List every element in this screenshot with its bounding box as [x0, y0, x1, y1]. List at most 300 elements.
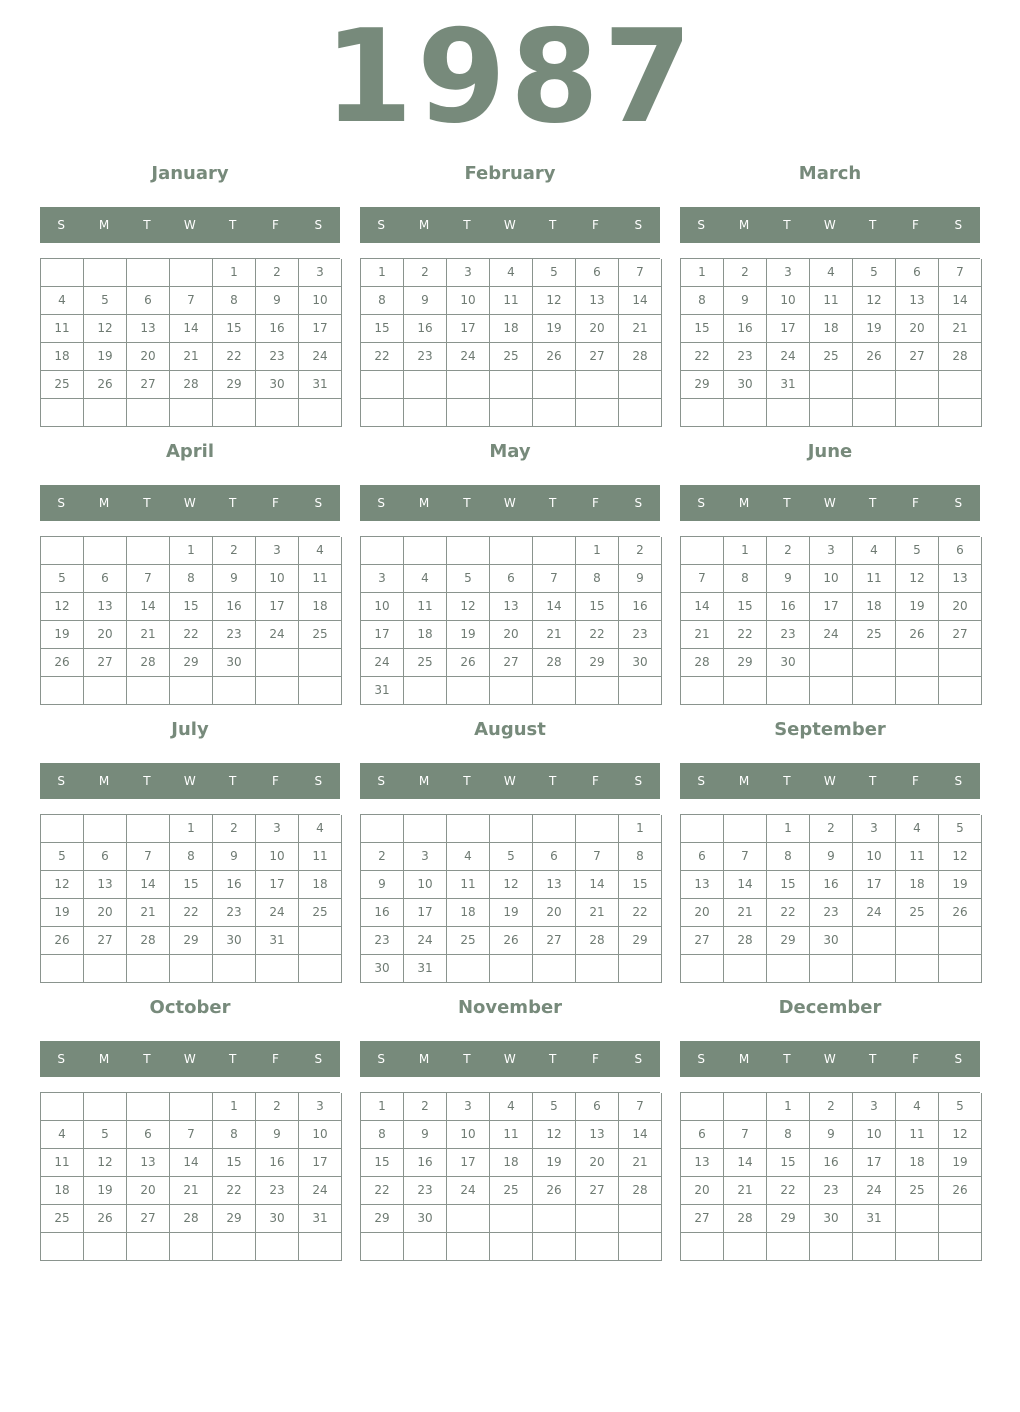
empty-day-cell [767, 1233, 810, 1261]
day-cell: 15 [213, 315, 256, 343]
day-cell: 20 [576, 315, 619, 343]
empty-day-cell [896, 677, 939, 705]
empty-day-cell [41, 537, 84, 565]
day-cell: 15 [767, 871, 810, 899]
day-cell: 10 [361, 593, 404, 621]
day-cell: 13 [533, 871, 576, 899]
day-cell: 18 [299, 593, 342, 621]
empty-day-cell [447, 815, 490, 843]
day-cell: 11 [896, 843, 939, 871]
empty-day-cell [84, 1093, 127, 1121]
day-cell: 13 [490, 593, 533, 621]
weekday-label: F [272, 218, 280, 232]
day-cell: 13 [127, 1149, 170, 1177]
empty-day-cell [361, 371, 404, 399]
day-cell: 29 [681, 371, 724, 399]
weekday-header [680, 485, 980, 521]
empty-day-cell [619, 955, 662, 983]
day-cell: 5 [533, 259, 576, 287]
empty-day-cell [576, 955, 619, 983]
day-cell: 10 [299, 287, 342, 315]
weekday-label: T [783, 218, 792, 232]
day-cell: 15 [767, 1149, 810, 1177]
day-cell: 20 [576, 1149, 619, 1177]
day-cell: 9 [256, 1121, 299, 1149]
day-cell: 6 [84, 565, 127, 593]
day-cell: 22 [213, 1177, 256, 1205]
empty-day-cell [810, 399, 853, 427]
empty-day-cell [681, 1233, 724, 1261]
weekday-label: M [418, 774, 430, 788]
day-cell: 13 [84, 871, 127, 899]
day-cell: 1 [361, 259, 404, 287]
weekday-label: T [228, 496, 237, 510]
empty-day-cell [896, 955, 939, 983]
day-cell: 25 [41, 1205, 84, 1233]
day-cell: 16 [404, 315, 447, 343]
month-name: November [457, 997, 563, 1018]
empty-day-cell [939, 399, 982, 427]
day-cell: 11 [853, 565, 896, 593]
day-cell: 19 [939, 871, 982, 899]
day-grid [40, 1092, 340, 1261]
day-cell: 14 [127, 593, 170, 621]
day-cell: 20 [533, 899, 576, 927]
weekday-label: S [57, 496, 66, 510]
weekday-header [680, 1041, 980, 1077]
empty-day-cell [127, 677, 170, 705]
day-cell: 26 [896, 621, 939, 649]
day-cell: 7 [724, 843, 767, 871]
day-cell: 15 [170, 871, 213, 899]
day-cell: 21 [576, 899, 619, 927]
day-cell: 21 [127, 899, 170, 927]
weekday-label: T [463, 774, 472, 788]
empty-day-cell [170, 1093, 213, 1121]
day-cell: 8 [213, 1121, 256, 1149]
day-cell: 4 [299, 815, 342, 843]
empty-day-cell [533, 399, 576, 427]
empty-day-cell [810, 1233, 853, 1261]
empty-day-cell [41, 399, 84, 427]
empty-day-cell [939, 649, 982, 677]
weekday-label: W [503, 496, 517, 510]
weekday-label: M [98, 496, 110, 510]
day-cell: 30 [213, 927, 256, 955]
weekday-label: T [868, 774, 877, 788]
empty-day-cell [41, 677, 84, 705]
day-cell: 22 [619, 899, 662, 927]
day-cell: 10 [810, 565, 853, 593]
day-cell: 26 [447, 649, 490, 677]
weekday-label: T [783, 496, 792, 510]
day-cell: 23 [361, 927, 404, 955]
empty-day-cell [724, 399, 767, 427]
weekday-label: F [272, 496, 280, 510]
day-cell: 3 [853, 815, 896, 843]
day-cell: 29 [767, 1205, 810, 1233]
day-cell: 21 [939, 315, 982, 343]
weekday-label: M [98, 218, 110, 232]
empty-day-cell [447, 955, 490, 983]
day-cell: 8 [361, 1121, 404, 1149]
empty-day-cell [127, 1233, 170, 1261]
empty-day-cell [896, 927, 939, 955]
day-cell: 12 [939, 1121, 982, 1149]
day-cell: 24 [256, 621, 299, 649]
weekday-label: S [314, 1052, 323, 1066]
day-cell: 7 [170, 1121, 213, 1149]
day-cell: 6 [681, 1121, 724, 1149]
empty-day-cell [447, 1205, 490, 1233]
empty-day-cell [127, 259, 170, 287]
day-cell: 30 [256, 1205, 299, 1233]
weekday-label: T [548, 496, 557, 510]
day-cell: 25 [299, 899, 342, 927]
day-cell: 17 [767, 315, 810, 343]
weekday-label: S [634, 218, 643, 232]
day-cell: 27 [681, 927, 724, 955]
empty-day-cell [810, 371, 853, 399]
day-cell: 12 [41, 871, 84, 899]
empty-day-cell [724, 815, 767, 843]
day-cell: 7 [681, 565, 724, 593]
day-cell: 8 [213, 287, 256, 315]
day-cell: 5 [41, 565, 84, 593]
day-cell: 16 [767, 593, 810, 621]
day-cell: 10 [404, 871, 447, 899]
day-cell: 20 [490, 621, 533, 649]
weekday-label: T [783, 774, 792, 788]
empty-day-cell [724, 955, 767, 983]
day-cell: 9 [404, 1121, 447, 1149]
empty-day-cell [896, 1233, 939, 1261]
weekday-label: S [377, 774, 386, 788]
day-cell: 8 [619, 843, 662, 871]
day-cell: 30 [213, 649, 256, 677]
day-cell: 4 [810, 259, 853, 287]
day-cell: 5 [447, 565, 490, 593]
day-cell: 2 [810, 1093, 853, 1121]
day-grid [360, 258, 660, 427]
weekday-label: W [823, 1052, 837, 1066]
weekday-header [680, 763, 980, 799]
month-name: February [464, 163, 556, 184]
empty-day-cell [404, 537, 447, 565]
day-cell: 10 [767, 287, 810, 315]
day-cell: 27 [681, 1205, 724, 1233]
day-cell: 2 [404, 1093, 447, 1121]
day-cell: 25 [299, 621, 342, 649]
day-cell: 23 [767, 621, 810, 649]
empty-day-cell [404, 677, 447, 705]
day-cell: 4 [896, 815, 939, 843]
weekday-label: M [418, 1052, 430, 1066]
day-cell: 2 [361, 843, 404, 871]
day-cell: 15 [619, 871, 662, 899]
day-cell: 12 [533, 1121, 576, 1149]
day-grid [680, 814, 980, 983]
day-cell: 16 [810, 871, 853, 899]
day-cell: 30 [810, 927, 853, 955]
day-cell: 31 [299, 371, 342, 399]
weekday-header [40, 207, 340, 243]
empty-day-cell [84, 399, 127, 427]
empty-day-cell [939, 1233, 982, 1261]
day-cell: 18 [896, 1149, 939, 1177]
day-cell: 22 [681, 343, 724, 371]
weekday-label: S [314, 218, 323, 232]
day-cell: 13 [939, 565, 982, 593]
day-cell: 17 [447, 1149, 490, 1177]
day-cell: 24 [853, 899, 896, 927]
day-cell: 28 [724, 927, 767, 955]
empty-day-cell [256, 399, 299, 427]
day-cell: 22 [170, 899, 213, 927]
empty-day-cell [84, 955, 127, 983]
day-cell: 12 [939, 843, 982, 871]
weekday-label: S [377, 496, 386, 510]
day-cell: 11 [896, 1121, 939, 1149]
day-cell: 31 [299, 1205, 342, 1233]
day-cell: 17 [810, 593, 853, 621]
day-cell: 16 [724, 315, 767, 343]
day-cell: 27 [490, 649, 533, 677]
day-cell: 15 [361, 1149, 404, 1177]
day-cell: 5 [84, 287, 127, 315]
day-cell: 31 [767, 371, 810, 399]
day-cell: 28 [681, 649, 724, 677]
day-cell: 28 [724, 1205, 767, 1233]
empty-day-cell [299, 927, 342, 955]
empty-day-cell [853, 955, 896, 983]
empty-day-cell [533, 1205, 576, 1233]
day-cell: 24 [299, 343, 342, 371]
empty-day-cell [619, 371, 662, 399]
day-cell: 21 [619, 1149, 662, 1177]
empty-day-cell [853, 927, 896, 955]
day-cell: 1 [170, 815, 213, 843]
empty-day-cell [41, 815, 84, 843]
day-cell: 22 [767, 1177, 810, 1205]
day-cell: 31 [256, 927, 299, 955]
day-cell: 1 [767, 815, 810, 843]
empty-day-cell [299, 649, 342, 677]
day-cell: 26 [533, 343, 576, 371]
weekday-label: T [868, 496, 877, 510]
day-cell: 26 [84, 1205, 127, 1233]
day-grid [360, 536, 660, 705]
day-cell: 23 [724, 343, 767, 371]
day-cell: 4 [404, 565, 447, 593]
empty-day-cell [681, 955, 724, 983]
day-cell: 12 [533, 287, 576, 315]
day-cell: 6 [896, 259, 939, 287]
day-cell: 28 [170, 1205, 213, 1233]
day-cell: 11 [490, 1121, 533, 1149]
day-cell: 14 [170, 1149, 213, 1177]
month-name: October [149, 997, 231, 1018]
day-cell: 13 [681, 1149, 724, 1177]
empty-day-cell [256, 955, 299, 983]
day-cell: 5 [84, 1121, 127, 1149]
empty-day-cell [361, 537, 404, 565]
empty-day-cell [127, 399, 170, 427]
weekday-header [680, 207, 980, 243]
weekday-label: S [314, 496, 323, 510]
day-grid [360, 814, 660, 983]
weekday-label: T [548, 1052, 557, 1066]
day-cell: 1 [681, 259, 724, 287]
empty-day-cell [447, 371, 490, 399]
day-cell: 21 [724, 899, 767, 927]
weekday-label: T [228, 1052, 237, 1066]
weekday-label: S [57, 218, 66, 232]
day-cell: 14 [724, 1149, 767, 1177]
day-cell: 14 [619, 287, 662, 315]
month-name: June [807, 441, 853, 462]
empty-day-cell [404, 1233, 447, 1261]
day-cell: 26 [853, 343, 896, 371]
day-cell: 19 [84, 1177, 127, 1205]
day-cell: 27 [576, 343, 619, 371]
empty-day-cell [447, 1233, 490, 1261]
day-cell: 25 [490, 343, 533, 371]
empty-day-cell [767, 677, 810, 705]
day-cell: 18 [810, 315, 853, 343]
empty-day-cell [256, 649, 299, 677]
weekday-label: F [592, 774, 600, 788]
weekday-label: S [697, 1052, 706, 1066]
day-cell: 9 [619, 565, 662, 593]
weekday-label: W [503, 1052, 517, 1066]
day-cell: 19 [533, 1149, 576, 1177]
weekday-label: T [548, 218, 557, 232]
day-cell: 24 [447, 343, 490, 371]
day-grid [40, 536, 340, 705]
empty-day-cell [490, 677, 533, 705]
day-cell: 15 [361, 315, 404, 343]
empty-day-cell [681, 1093, 724, 1121]
day-cell: 30 [256, 371, 299, 399]
day-cell: 21 [170, 343, 213, 371]
day-cell: 14 [127, 871, 170, 899]
day-cell: 24 [810, 621, 853, 649]
empty-day-cell [576, 815, 619, 843]
month-name: March [798, 163, 862, 184]
day-cell: 19 [896, 593, 939, 621]
day-cell: 11 [810, 287, 853, 315]
day-cell: 13 [84, 593, 127, 621]
day-cell: 6 [681, 843, 724, 871]
day-cell: 14 [681, 593, 724, 621]
empty-day-cell [213, 955, 256, 983]
empty-day-cell [41, 1093, 84, 1121]
day-cell: 19 [853, 315, 896, 343]
empty-day-cell [299, 399, 342, 427]
weekday-label: T [548, 774, 557, 788]
day-cell: 25 [41, 371, 84, 399]
day-cell: 7 [619, 259, 662, 287]
empty-day-cell [490, 1233, 533, 1261]
day-cell: 3 [299, 1093, 342, 1121]
empty-day-cell [681, 677, 724, 705]
empty-day-cell [447, 399, 490, 427]
weekday-label: S [954, 1052, 963, 1066]
day-cell: 24 [447, 1177, 490, 1205]
day-cell: 15 [213, 1149, 256, 1177]
weekday-label: F [272, 1052, 280, 1066]
day-cell: 2 [404, 259, 447, 287]
empty-day-cell [84, 1233, 127, 1261]
weekday-label: S [634, 496, 643, 510]
day-cell: 21 [681, 621, 724, 649]
day-cell: 6 [533, 843, 576, 871]
day-cell: 13 [896, 287, 939, 315]
day-cell: 30 [361, 955, 404, 983]
day-cell: 21 [619, 315, 662, 343]
day-cell: 8 [681, 287, 724, 315]
day-cell: 12 [490, 871, 533, 899]
day-cell: 18 [299, 871, 342, 899]
day-cell: 28 [939, 343, 982, 371]
day-cell: 9 [404, 287, 447, 315]
day-cell: 16 [619, 593, 662, 621]
empty-day-cell [170, 259, 213, 287]
day-cell: 1 [724, 537, 767, 565]
day-cell: 10 [853, 843, 896, 871]
day-cell: 8 [767, 843, 810, 871]
weekday-label: T [228, 218, 237, 232]
empty-day-cell [84, 537, 127, 565]
day-cell: 27 [939, 621, 982, 649]
day-cell: 7 [724, 1121, 767, 1149]
empty-day-cell [299, 1233, 342, 1261]
day-cell: 19 [447, 621, 490, 649]
weekday-label: S [57, 1052, 66, 1066]
empty-day-cell [939, 371, 982, 399]
weekday-label: W [823, 774, 837, 788]
empty-day-cell [127, 815, 170, 843]
day-cell: 28 [576, 927, 619, 955]
day-cell: 18 [490, 1149, 533, 1177]
day-cell: 1 [619, 815, 662, 843]
empty-day-cell [127, 955, 170, 983]
empty-day-cell [576, 399, 619, 427]
weekday-label: W [183, 1052, 197, 1066]
weekday-label: W [183, 496, 197, 510]
weekday-label: F [912, 1052, 920, 1066]
day-cell: 17 [361, 621, 404, 649]
empty-day-cell [41, 259, 84, 287]
empty-day-cell [404, 371, 447, 399]
day-cell: 24 [299, 1177, 342, 1205]
empty-day-cell [41, 1233, 84, 1261]
day-cell: 15 [681, 315, 724, 343]
empty-day-cell [84, 677, 127, 705]
empty-day-cell [490, 815, 533, 843]
day-cell: 4 [853, 537, 896, 565]
weekday-label: T [143, 496, 152, 510]
day-cell: 19 [41, 621, 84, 649]
day-cell: 1 [767, 1093, 810, 1121]
day-cell: 8 [170, 565, 213, 593]
day-cell: 8 [170, 843, 213, 871]
day-grid [360, 1092, 660, 1261]
day-cell: 26 [490, 927, 533, 955]
day-cell: 14 [724, 871, 767, 899]
day-cell: 5 [41, 843, 84, 871]
